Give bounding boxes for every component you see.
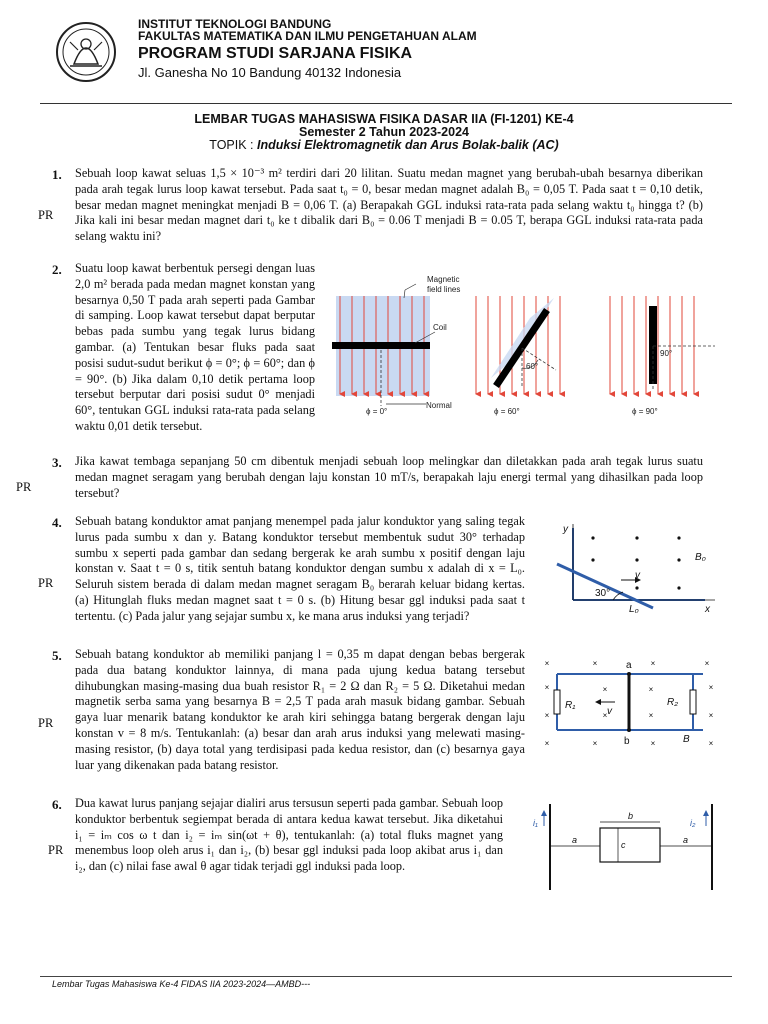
fig2-angle90: 90° — [660, 349, 673, 358]
svg-text:×: × — [648, 685, 654, 694]
question-1-number: 1. — [52, 167, 62, 182]
svg-text:×: × — [708, 739, 714, 748]
question-6-number: 6. — [52, 797, 62, 812]
fig6-b-label: b — [628, 811, 634, 821]
svg-text:×: × — [602, 711, 608, 720]
fig6-i2-label: i₂ — [690, 818, 696, 828]
question-4-text: Sebuah batang konduktor amat panjang menempel pada jalur konduktor yang saling tegak lurus pada sumbu x dan y. Batang konduktor tersebut membentuk sudut 30° terhadap sumbu x seperti pada gambar dan sedang bergerak ke arah sumbu x positif dengan laju konstan v. Saat t = 0 s, titik sentuh batang konduktor dengan sumbu x adalah di x = L₀. Seluruh sistem berada di dalam medan magnet seragam B₀ berarah keluar bidang kertas. (a) Hitunglah fluks medan magnet saat t = 0 s. (b) Hitung besar ggl induksi pada saat t tertentu. (c) Pada jalur yang sejajar sumbu x, ke mana arus induksi yang terjadi? — [75, 514, 525, 623]
pr-mark-6: PR — [48, 843, 64, 857]
svg-text:×: × — [544, 711, 550, 720]
fig4-b0-label: B₀ — [695, 552, 706, 563]
fig4-v-label: v — [635, 570, 640, 581]
fig5-r2-label: R₂ — [667, 697, 679, 708]
sheet-title: LEMBAR TUGAS MAHASISWA FISIKA DASAR IIA (FI-1201) KE-4 — [194, 112, 574, 126]
semester: Semester 2 Tahun 2023-2024 — [298, 125, 469, 139]
header-divider — [40, 103, 732, 104]
topic: Induksi Elektromagnetik dan Arus Bolak-balik (AC) — [257, 138, 559, 152]
figure-6-parallel-wires — [530, 800, 730, 892]
question-5-text: Sebuah batang konduktor ab memiliki panjang l = 0,35 m dapat dengan bebas bergerak pada dua batang konduktor lainnya, di mana pada ujung kedua batang tersebut dihubungkan masing-masing dua buah resistor R₁ = 2 Ω dan R₂ = 5 Ω. Diketahui medan magnetik serba sama yang besarnya B = 2,5 T pada arah masuk bidang gambar. Sebuah gaya luar menarik batang konduktor ke arah kiri sehingga batang bergerak dengan laju konstan v = 8 m/s. Tentukanlah: (a) besar dan arah arus induksi yang melewati masing-masing resistor, (b) daya total yang terdisipasi pada kedua resistor, dan (c) besarnya gaya luar yang dikenakan pada batang resistor. — [75, 647, 525, 772]
question-1-text: Sebuah loop kawat seluas 1,5 × 10⁻³ m² terdiri dari 20 lilitan. Suatu medan magnet yang berubah-ubah besarnya diberikan pada arah tegak lurus loop kawat tersebut. Pada saat t₀ = 0, besar medan magnet adalah B₀ = 0,05 T. Pada saat t = 0,10 detik, besar medan magnet meningkat menjadi B = 0,06 T. (a) Berapakah GGL induksi rata-rata pada selang waktu t₀ hingga t? (b) Jika kali ini besar medan magnet dari t₀ ke t dibalik dari B₀ = 0.06 T menjadi B = 0.05 T, berapa GGL induksi rata-rata pada selang waktu ini? — [75, 166, 703, 244]
pr-mark-5: PR — [38, 716, 54, 730]
topic-label: TOPIK : — [209, 138, 254, 152]
fig2-angle60: 60° — [526, 362, 539, 371]
question-4-number: 4. — [52, 515, 62, 530]
question-2-text: Suatu loop kawat berbentuk persegi dengan luas 2,0 m² berada pada medan magnet konstan yang besarnya 0,50 T pada arah seperti pada Gambar di samping. Loop kawat tersebut dapat berputar bebas pada sumbu yang tegak lurus bidang gambar. (a) Tentukan besar fluks pada saat posisi sudut-sudut berikut ϕ = 0°; ϕ = 60°; dan ϕ = 90°. (b) Jika dalam 0,10 detik pertama loop tersebut berputar dari posisi sudut 0° menjadi 60°, tentukan GGL induksi rata-rata pada selang waktu 0,01 detik tersebut. — [75, 261, 315, 433]
fig4-x-axis: x — [705, 604, 710, 615]
figure-5-rod-resistors — [535, 652, 725, 752]
fig2-field-lines-label: field lines — [427, 285, 461, 294]
footer-text: Lembar Tugas Mahasiswa Ke-4 FIDAS IIA 2023-2024—AMBD--- — [52, 979, 311, 989]
program-name: PROGRAM STUDI SARJANA FISIKA — [138, 45, 413, 62]
figure-2-flux-angles — [330, 270, 720, 420]
fig5-point-a: a — [626, 660, 632, 671]
question-5-number: 5. — [52, 648, 62, 663]
fig6-a-right: a — [683, 835, 689, 845]
svg-text:×: × — [650, 739, 656, 748]
svg-text:×: × — [708, 683, 714, 692]
svg-text:×: × — [544, 659, 550, 668]
fig5-b-label: B — [683, 734, 690, 745]
fig2-normal-label: Normal — [426, 401, 452, 410]
institute-name: INSTITUT TEKNOLOGI BANDUNG — [138, 17, 332, 31]
topic-line — [0, 138, 768, 152]
svg-text:×: × — [592, 659, 598, 668]
faculty-name: FAKULTAS MATEMATIKA DAN ILMU PENGETAHUAN ALAM — [138, 29, 477, 43]
pr-mark-3: PR — [16, 480, 32, 494]
svg-text:×: × — [544, 739, 550, 748]
question-2-number: 2. — [52, 262, 62, 277]
fig2-coil-label: Coil — [433, 323, 447, 332]
question-6-text: Dua kawat lurus panjang sejajar dialiri arus tersusun seperti pada gambar. Sebuah loop konduktor berbentuk segiempat berada di antara kedua kawat tersebut. Jika diketahui i₁ = iₘ cos ω t dan i₂ = iₘ sin(ωt + θ), tentukanlah: (a) total fluks magnet yang menembus loop oleh arus i₁ dan i₂, (b) besar ggl induksi pada loop akibat arus i₁ dan i₂, dan (c) nilai fase awal θ agar tidak terjadi ggl induksi pada loop. — [75, 796, 503, 874]
question-3-number: 3. — [52, 455, 62, 470]
svg-text:×: × — [704, 659, 710, 668]
fig2-phi60-label: ϕ = 60° — [494, 407, 520, 416]
svg-text:×: × — [648, 711, 654, 720]
fig4-angle-label: 30° — [595, 588, 611, 599]
svg-text:×: × — [592, 739, 598, 748]
svg-text:×: × — [544, 683, 550, 692]
footer-divider — [40, 976, 732, 977]
fig6-a-left: a — [572, 835, 578, 845]
fig6-i1-label: i₁ — [533, 818, 538, 828]
itb-logo — [44, 20, 128, 84]
svg-text:×: × — [708, 711, 714, 720]
fig2-phi0-label: ϕ = 0° — [366, 407, 388, 416]
pr-mark-1: PR — [38, 208, 54, 222]
svg-text:×: × — [650, 659, 656, 668]
fig6-c-label: c — [621, 840, 626, 850]
fig4-y-axis: y — [563, 524, 568, 535]
fig5-v-label: v — [607, 706, 612, 717]
fig5-r1-label: R₁ — [565, 700, 576, 711]
fig4-l0-label: L₀ — [629, 604, 639, 615]
pr-mark-4: PR — [38, 576, 54, 590]
svg-text:×: × — [602, 685, 608, 694]
address: Jl. Ganesha No 10 Bandung 40132 Indonesia — [138, 65, 402, 80]
question-3-text: Jika kawat tembaga sepanjang 50 cm dibentuk menjadi sebuah loop melingkar dan diletakkan pada arah tegak lurus suatu medan magnet seragam yang berubah dengan laju konstan 10 mT/s, berapakah laju energi termal yang dihasilkan pada loop tersebut? — [75, 454, 703, 500]
fig2-magnetic-label: Magnetic — [427, 275, 460, 284]
figure-4-sliding-rod — [555, 520, 725, 615]
fig2-phi90-label: ϕ = 90° — [632, 407, 658, 416]
fig5-point-b: b — [624, 736, 630, 747]
